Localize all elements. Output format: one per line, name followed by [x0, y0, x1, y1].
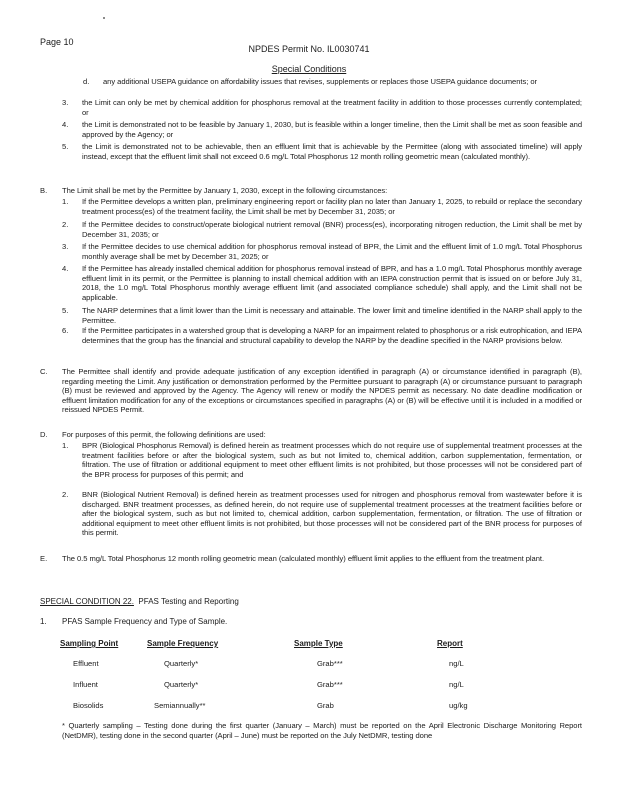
- item-label: 1.: [62, 441, 69, 450]
- item-label: 2.: [62, 490, 69, 499]
- item-text: any additional USEPA guidance on affordability issues that revises, supplements or replaces those USEPA guidance documents; or: [103, 77, 537, 86]
- th-sample-type: Sample Type: [294, 639, 343, 648]
- item-label: 2.: [62, 220, 69, 229]
- item-text: If the Permittee participates in a watershed group that is developing a NARP for an impairment related to phosphorus or a risk eutrophication, and IEPA determines that the group has the financial and structural capability to develop the NARP by the deadline specified in the NARP provisions below.: [82, 326, 582, 345]
- page-number: Page 10: [40, 37, 74, 47]
- section-label: D.: [40, 430, 48, 439]
- item-label: 5.: [62, 142, 69, 151]
- b-item-5: [62, 306, 583, 326]
- th-sampling-point: Sampling Point: [60, 639, 119, 648]
- item-label: d.: [83, 77, 90, 86]
- table-cell: ng/L: [449, 680, 464, 689]
- item-label: 4.: [62, 120, 69, 129]
- item-label: 5.: [62, 306, 69, 315]
- th-sample-frequency: Sample Frequency: [147, 639, 219, 648]
- section-intro: For purposes of this permit, the following definitions are used:: [62, 430, 266, 439]
- item-text: the Limit is demonstrated not to be feasible by January 1, 2030, but is feasible within a longer timeline, then the Limit shall be met as soon feasible and approved by the Agency; or: [82, 120, 582, 139]
- table-cell: Quarterly*: [164, 659, 199, 668]
- section-label: B.: [40, 186, 48, 195]
- item-label: 4.: [62, 264, 69, 273]
- list-item-d: [83, 77, 583, 97]
- th-report: Report: [437, 639, 463, 648]
- list-item-4: [62, 120, 583, 140]
- table-cell: Effluent: [73, 659, 99, 668]
- item-text: the Limit can only be met by chemical addition for phosphorus removal at the treatment facility in addition to those processes currently contemplated; or: [82, 98, 582, 117]
- table-cell: Semiannually**: [154, 701, 206, 710]
- item-label: 3.: [62, 98, 69, 107]
- section-c: [40, 367, 583, 417]
- special-condition-heading: [40, 597, 239, 606]
- item-text: The NARP determines that a limit lower than the Limit is necessary and attainable. The lower limit and timeline identified in the NARP shall apply to the Permittee.: [82, 306, 582, 325]
- table-cell: Biosolids: [73, 701, 104, 710]
- table-cell: Grab***: [317, 659, 343, 668]
- item-text: BPR (Biological Phosphorus Removal) is defined herein as treatment processes which do not require use of supplemental treatment processes at the treatment facilities before or after the biological system, such as but not limited to, chemical addition, carbon supplementation, fermentation, or filtration. The use of filtration or additional equipment to meet other effluent limits is not prohibited, but those processes will not be considered part of the BPR process for purposes of this permit; and: [82, 441, 582, 479]
- subheading-label: 1.: [40, 617, 47, 626]
- pfas-subheading: [40, 617, 228, 626]
- section-text: The Permittee shall identify and provide adequate justification of any exception identified in paragraph (A) or circumstance identified in paragraph (B), regarding meeting the Limit. Any justification or demonstration performed by the Permittee pursuant to paragraph (A) or circumstance pursuant to paragraph (B) must be reviewed and approved by the Agency. The Agency will renew or modify the NPDES permit as necessary. No date deadline modification or effluent limitation modification for any of the exceptions or circumstances specified in paragraphs (A) or (B) will be effective until it is included in a modified or reissued NPDES Permit.: [62, 367, 582, 415]
- section-text: The 0.5 mg/L Total Phosphorus 12 month rolling geometric mean (calculated monthly) effluent limit applies to the effluent from the treatment plant.: [62, 554, 545, 563]
- item-text: BNR (Biological Nutrient Removal) is defined herein as treatment processes used for nitrogen and phosphorus removal from wastewater before it is discharged. BNR treatment processes, as defined herein, do not require use of supplemental treatment processes at the treatment facilities before or after the biological system, such as but not limited to, chemical addition, carbon supplementation, fermentation, or filtration. The use of filtration or additional equipment to meet other effluent limits is not prohibited, but those processes will not be considered part of the BNR process for purposes of this permit.: [82, 490, 582, 538]
- section-b-intro: [40, 186, 583, 196]
- table-cell: Grab***: [317, 680, 343, 689]
- table-cell: Grab: [317, 701, 334, 710]
- table-cell: ug/kg: [449, 701, 468, 710]
- section-label: C.: [40, 367, 48, 376]
- table-cell: Influent: [73, 680, 98, 689]
- section-label: E.: [40, 554, 48, 563]
- section-d-intro: [40, 430, 583, 440]
- footnote: * Quarterly sampling – Testing done during the first quarter (January – March) must be reported on the April Electronic Discharge Monitoring Report (NetDMR), testing done in the second quarter (April – June) must be reported on the July NetDMR, testing done: [62, 721, 582, 740]
- subheading-title: PFAS Sample Frequency and Type of Sample.: [62, 617, 228, 626]
- table-cell: Quarterly*: [164, 680, 199, 689]
- list-item-5: [62, 142, 583, 172]
- item-label: 1.: [62, 197, 69, 206]
- section-e: [40, 554, 583, 574]
- d-item-2: [62, 490, 583, 540]
- list-item-3: [62, 98, 583, 118]
- item-text: If the Permittee decides to construct/operate biological nutrient removal (BNR) process(es), incorporating nitrogen reduction, the Limit shall be met by December 31, 2035; or: [82, 220, 582, 239]
- b-item-6: [62, 326, 583, 356]
- heading-title: PFAS Testing and Reporting: [138, 597, 239, 606]
- permit-number: NPDES Permit No. IL0030741: [248, 44, 370, 54]
- item-text: the Limit is demonstrated not to be achievable, then an effluent limit that is achievable by the Permittee (along with associated timeline) will apply instead, except that the effluent limit shall not exceed 0.6 mg/L Total Phosphorus 12 month rolling geometric mean (calculated monthly).: [82, 142, 582, 161]
- b-item-3: [62, 242, 583, 262]
- b-item-2: [62, 220, 583, 240]
- item-label: 6.: [62, 326, 69, 335]
- section-title: Special Conditions: [271, 64, 347, 74]
- item-text: If the Permittee decides to use chemical addition for phosphorus removal instead of BPR, the Limit and the effluent limit of 1.0 mg/L Total Phosphorus monthly average shall be met by December 31, 2025; or: [82, 242, 582, 261]
- table-cell: ng/L: [449, 659, 464, 668]
- item-text: If the Permittee develops a written plan, preliminary engineering report or facility plan no later than January 1, 2025, to rebuild or replace the secondary treatment process(es) of the treatment facility, the Limit shall be met by December 31, 2035; or: [82, 197, 582, 216]
- item-label: 3.: [62, 242, 69, 251]
- item-text: If the Permittee has already installed chemical addition for phosphorus removal instead of BPR, and has a 1.0 mg/L Total Phosphorus monthly average effluent limit in its permit, or the Permittee is planning to install chemical addition with an IEPA construction permit that is issued on or before July 31, 2018, the 1.0 mg/L Total Phosphorus monthly average effluent limit (and associated compliance schedule) shall apply, and the Limit shall not be applicable.: [82, 264, 582, 302]
- d-item-1: [62, 441, 583, 481]
- b-item-4: [62, 264, 583, 304]
- heading-prefix: SPECIAL CONDITION 22.: [40, 597, 134, 606]
- scan-speck: [103, 17, 105, 19]
- section-intro: The Limit shall be met by the Permittee by January 1, 2030, except in the following circumstances:: [62, 186, 388, 195]
